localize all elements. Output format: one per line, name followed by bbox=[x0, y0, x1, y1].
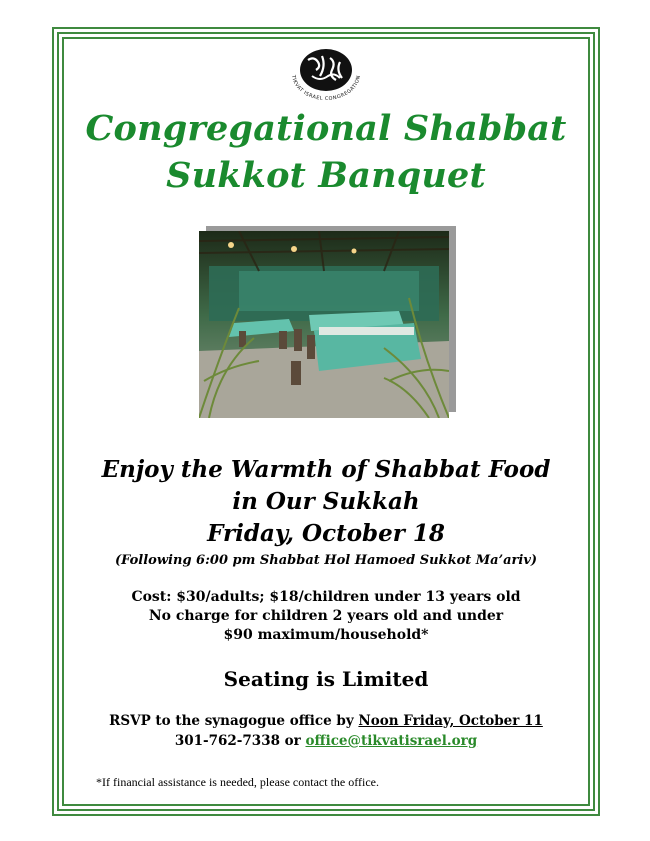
cost-line1: Cost: $30/adults; $18/children under 13 years old bbox=[131, 589, 521, 605]
contact-line bbox=[62, 733, 590, 749]
cost-line2: No charge for children 2 years old and under bbox=[148, 608, 504, 624]
seating-notice: Seating is Limited bbox=[223, 667, 429, 691]
logo-caption: TIKVAT ISRAEL CONGREGATION bbox=[289, 74, 363, 102]
footnote: *If financial assistance is needed, please contact the office. bbox=[96, 775, 379, 789]
page-title-line1: Congregational Shabbat bbox=[85, 108, 567, 149]
page-title-line2: Sukkot Banquet bbox=[166, 155, 486, 196]
event-note: (Following 6:00 pm Shabbat Hol Hamoed Sukkot Ma’ariv) bbox=[114, 553, 538, 568]
event-line2: in Our Sukkah bbox=[232, 488, 420, 515]
rsvp-line bbox=[62, 713, 590, 729]
email-link[interactable]: office@tikvatisrael.org bbox=[305, 733, 478, 749]
sukkah-dining-photo bbox=[199, 231, 449, 418]
event-date: Friday, October 18 bbox=[207, 520, 445, 547]
tikvat-israel-logo bbox=[284, 46, 368, 102]
cost-line3: $90 maximum/household* bbox=[223, 627, 429, 643]
rsvp-prefix: RSVP to the synagogue office by bbox=[109, 713, 359, 729]
phone-text: 301-762-7338 or bbox=[174, 733, 306, 749]
rsvp-deadline: Noon Friday, October 11 bbox=[358, 713, 543, 729]
event-line1: Enjoy the Warmth of Shabbat Food bbox=[101, 456, 551, 483]
